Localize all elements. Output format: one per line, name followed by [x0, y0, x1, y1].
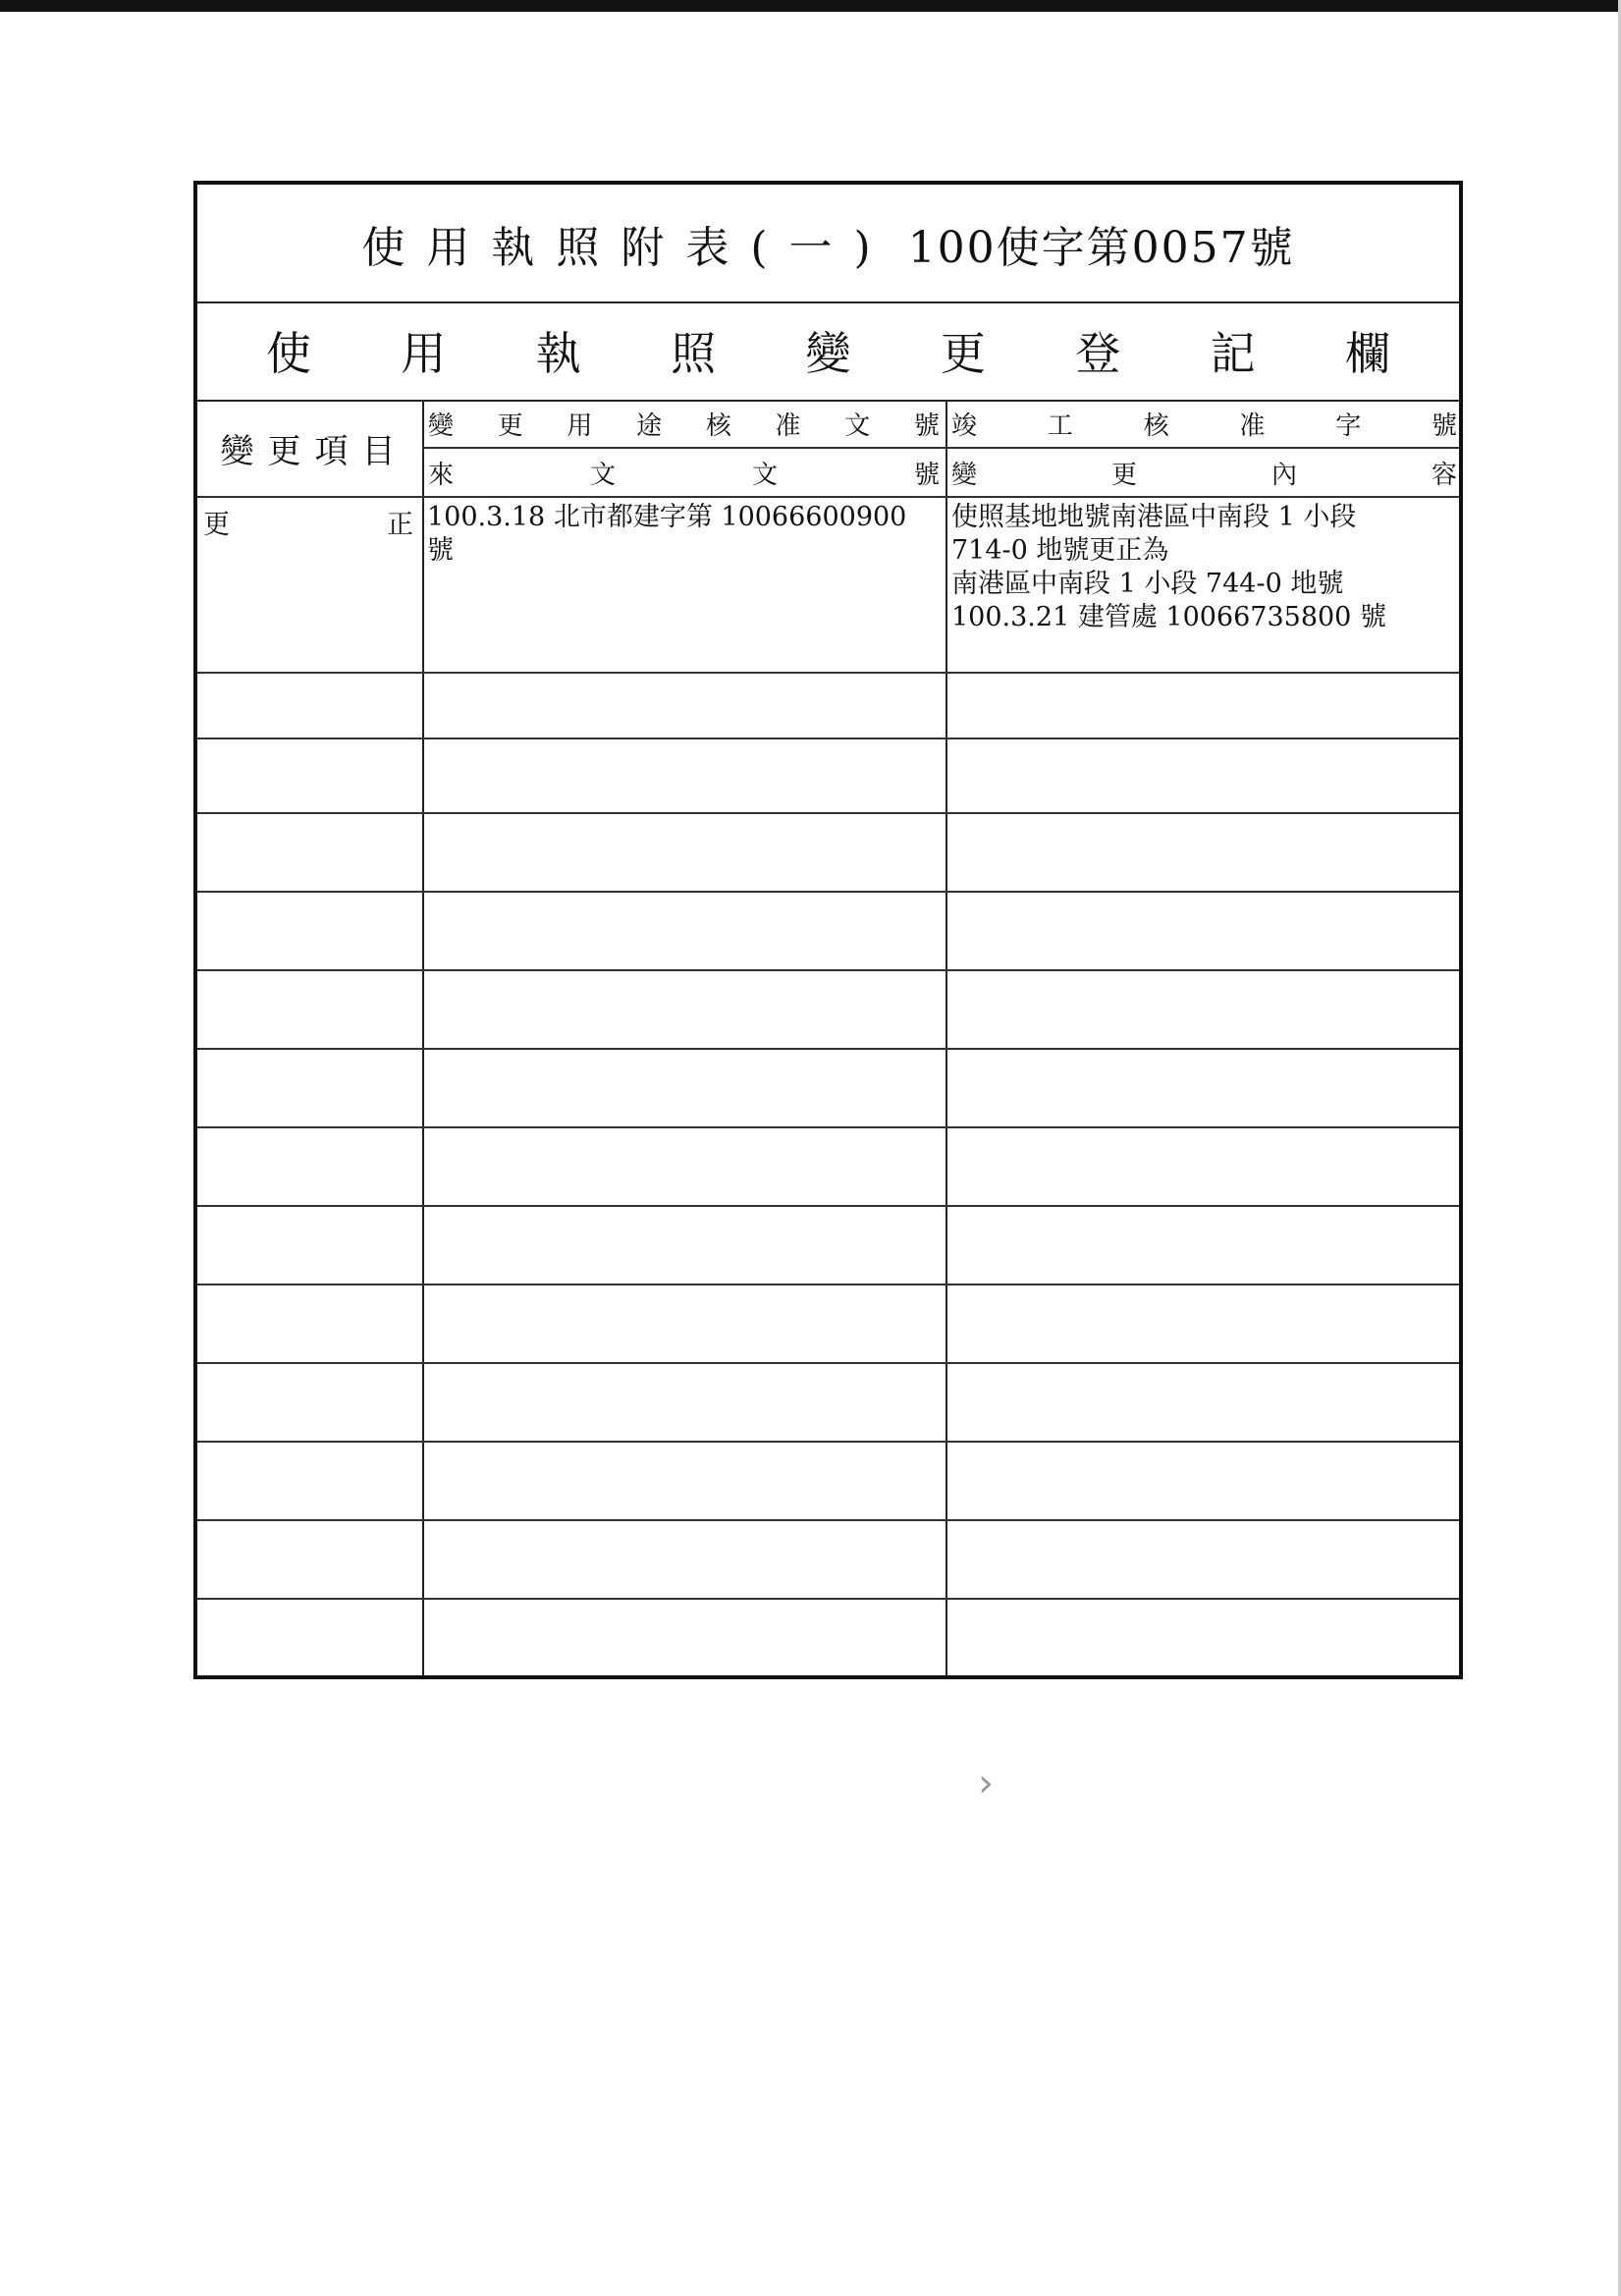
scan-speck: › [978, 1761, 994, 1806]
header-char: 准 [1239, 410, 1266, 441]
row-divider [197, 891, 1459, 893]
header-char: 用 [567, 410, 593, 441]
scan-top-edge [0, 0, 1621, 12]
column-divider [422, 400, 424, 1675]
form-title: 使用執照附表(一) [361, 222, 892, 273]
header-char: 核 [1143, 410, 1169, 441]
header-char: 變 [951, 460, 978, 490]
header-bottom-line [197, 496, 1459, 498]
row-item-name [203, 503, 413, 541]
header-char: 更 [497, 410, 523, 441]
row-change-content-line: 714-0 地號更正為 [951, 535, 1169, 566]
row-divider [197, 1362, 1459, 1364]
row-divider [197, 738, 1459, 739]
section-title-char: 照 [671, 327, 717, 380]
row-item-char: 正 [387, 510, 413, 540]
section-title-char: 用 [401, 327, 447, 380]
header-char: 字 [1335, 410, 1362, 441]
license-appendix-form [193, 181, 1463, 1679]
header-char: 變 [428, 410, 455, 441]
section-title-char: 欄 [1345, 327, 1390, 380]
row-change-content-line: 南港區中南段 1 小段 744-0 地號 [951, 569, 1344, 599]
section-title-row [197, 301, 1459, 402]
section-title-char: 登 [1075, 327, 1121, 380]
section-title-char: 記 [1210, 327, 1256, 380]
row-change-content [951, 501, 1386, 634]
license-number: 100使字第0057號 [907, 222, 1295, 273]
form-title-row [197, 185, 1459, 303]
section-title-char: 更 [940, 327, 986, 380]
row-document-ref [427, 501, 906, 568]
row-divider [197, 1519, 1459, 1521]
section-title-char: 變 [805, 327, 851, 380]
row-divider [197, 969, 1459, 971]
row-divider [197, 812, 1459, 814]
section-title [266, 301, 1390, 400]
row-document-ref-line: 號 [427, 535, 454, 566]
change-item-header: 變更項目 [220, 431, 409, 471]
row-divider [197, 672, 1459, 674]
header-char: 准 [775, 410, 801, 441]
header-char: 核 [705, 410, 731, 441]
header-char: 文 [751, 460, 778, 490]
row-divider [197, 1441, 1459, 1443]
header-char: 竣 [951, 410, 978, 441]
section-title-char: 使 [266, 327, 311, 380]
row-change-content-line: 使照基地地號南港區中南段 1 小段 [951, 502, 1357, 532]
completion-number-header [946, 400, 1463, 447]
header-char: 號 [913, 410, 940, 441]
row-divider [197, 1598, 1459, 1600]
incoming-doc-number-header [422, 449, 946, 496]
row-change-content-line: 100.3.21 建管處 10066735800 號 [951, 602, 1386, 632]
row-divider [197, 1205, 1459, 1207]
header-char: 容 [1431, 460, 1457, 490]
header-char: 號 [913, 460, 940, 490]
header-char: 號 [1431, 410, 1457, 441]
header-char: 文 [844, 410, 871, 441]
header-char: 工 [1047, 410, 1073, 441]
row-divider [197, 1284, 1459, 1285]
row-document-ref-line: 100.3.18 北市都建字第 10066600900 [427, 502, 907, 532]
row-divider [197, 1126, 1459, 1128]
row-divider [197, 1048, 1459, 1050]
change-content-header [946, 449, 1463, 496]
row-item-char: 更 [203, 510, 230, 540]
header-char: 途 [636, 410, 663, 441]
header-char: 內 [1270, 460, 1297, 490]
header-char: 來 [428, 460, 455, 490]
header-char: 更 [1110, 460, 1137, 490]
header-char: 文 [589, 460, 616, 490]
column-divider [946, 400, 947, 1675]
section-title-char: 執 [535, 327, 581, 380]
approval-doc-number-header [422, 400, 946, 447]
